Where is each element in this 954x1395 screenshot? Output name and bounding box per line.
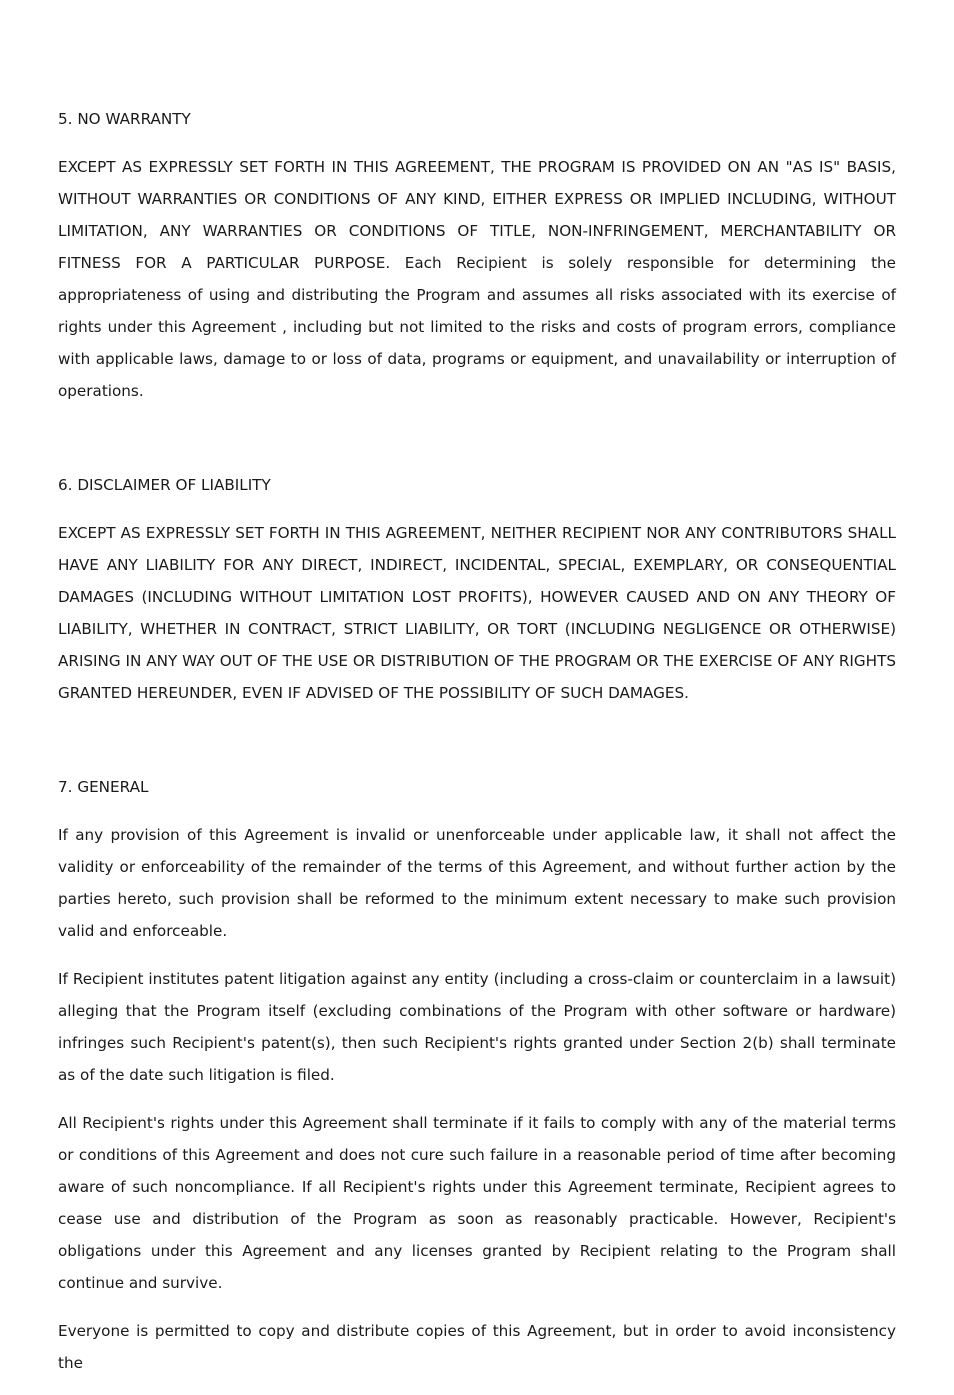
- section-heading: 5. NO WARRANTY: [58, 110, 191, 128]
- section-spacer: [58, 725, 896, 771]
- section-paragraph: Everyone is permitted to copy and distribute copies of this Agreement, but in order to avoid inconsistency the: [58, 1322, 896, 1372]
- section-heading: 6. DISCLAIMER OF LIABILITY: [58, 476, 271, 494]
- section-paragraph: All Recipient's rights under this Agreement shall terminate if it fails to comply with any of the material terms or conditions of this Agreement and does not cure such failure in a reasonable period of time after becoming aware of such noncompliance. If all Recipient's rights under this Agreement terminate, Recipient agrees to cease use and distribution of the Program as soon as reasonably practicable. However, Recipient's obligations under this Agreement and any licenses granted by Recipient relating to the Program shall continue and survive.: [58, 1114, 896, 1292]
- section-paragraph: EXCEPT AS EXPRESSLY SET FORTH IN THIS AGREEMENT, NEITHER RECIPIENT NOR ANY CONTRIBUTORS SHALL HAVE ANY LIABILITY FOR ANY DIRECT, INDIRECT, INCIDENTAL, SPECIAL, EXEMPLARY, OR CONSEQUENTIAL DAMAGES (INCLUDING WITHOUT LIMITATION LOST PROFITS), HOWEVER CAUSED AND ON ANY THEORY OF LIABILITY, WHETHER IN CONTRACT, STRICT LIABILITY, OR TORT (INCLUDING NEGLIGENCE OR OTHERWISE) ARISING IN ANY WAY OUT OF THE USE OR DISTRIBUTION OF THE PROGRAM OR THE EXERCISE OF ANY RIGHTS GRANTED HEREUNDER, EVEN IF ADVISED OF THE POSSIBILITY OF SUCH DAMAGES.: [58, 524, 896, 702]
- document-page: [58, 103, 896, 1395]
- section-general: [58, 771, 896, 1379]
- section-no-warranty: [58, 103, 896, 407]
- section-paragraph: EXCEPT AS EXPRESSLY SET FORTH IN THIS AGREEMENT, THE PROGRAM IS PROVIDED ON AN "AS IS" BASIS, WITHOUT WARRANTIES OR CONDITIONS OF ANY KIND, EITHER EXPRESS OR IMPLIED INCLUDING, WITHOUT LIMITATION, ANY WARRANTIES OR CONDITIONS OF TITLE, NON-INFRINGEMENT, MERCHANTABILITY OR FITNESS FOR A PARTICULAR PURPOSE. Each Recipient is solely responsible for determining the appropriateness of using and distributing the Program and assumes all risks associated with its exercise of rights under this Agreement , including but not limited to the risks and costs of program errors, compliance with applicable laws, damage to or loss of data, programs or equipment, and unavailability or interruption of operations.: [58, 158, 896, 400]
- section-spacer: [58, 423, 896, 469]
- section-disclaimer-of-liability: [58, 469, 896, 709]
- section-paragraph: If any provision of this Agreement is invalid or unenforceable under applicable law, it shall not affect the validity or enforceability of the remainder of the terms of this Agreement, and without further action by the parties hereto, such provision shall be reformed to the minimum extent necessary to make such provision valid and enforceable.: [58, 826, 896, 940]
- section-heading: 7. GENERAL: [58, 778, 149, 796]
- section-paragraph: If Recipient institutes patent litigation against any entity (including a cross-claim or counterclaim in a lawsuit) alleging that the Program itself (excluding combinations of the Program with other software or hardware) infringes such Recipient's patent(s), then such Recipient's rights granted under Section 2(b) shall terminate as of the date such litigation is filed.: [58, 970, 896, 1084]
